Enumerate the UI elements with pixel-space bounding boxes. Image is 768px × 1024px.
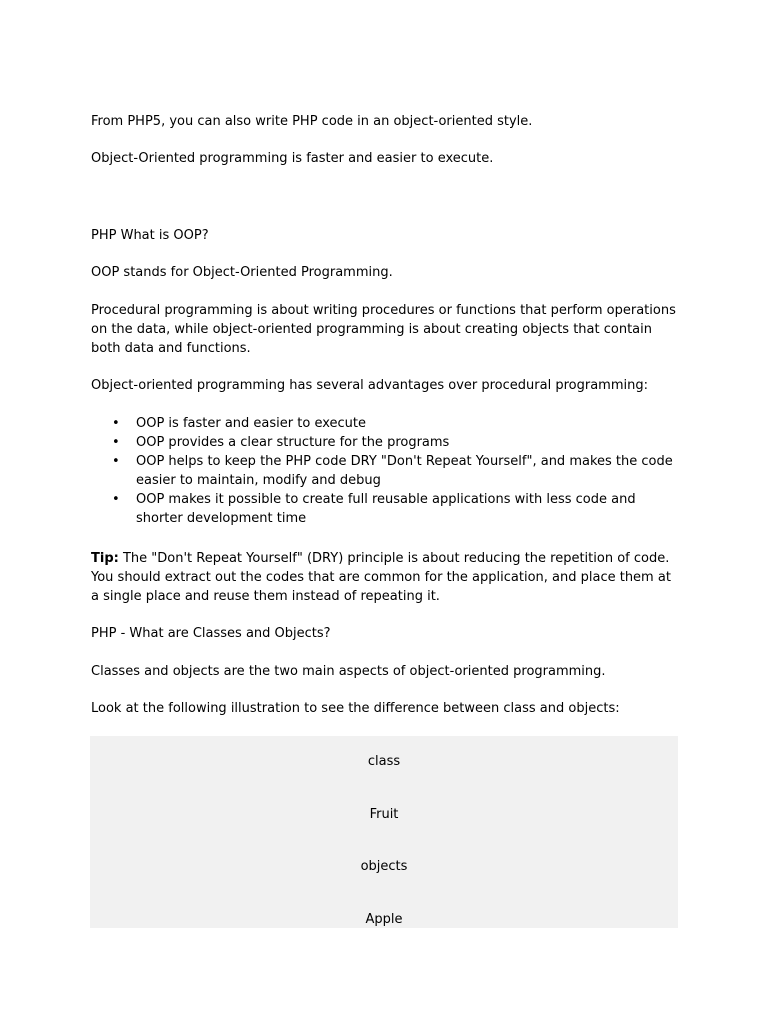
illustration-label-apple: Apple [365, 912, 403, 927]
illustration-label-objects: objects [360, 859, 408, 874]
list-item-text: OOP is faster and easier to execute [136, 416, 366, 431]
illustration-label-class: class [367, 754, 401, 769]
tip-paragraph [91, 549, 676, 606]
procedural-paragraph: Procedural programming is about writing procedures or functions that perform operations on the data, while object-oriented programming is about creating objects that contain both data and functions. [91, 303, 676, 356]
list-item-text: OOP makes it possible to create full reusable applications with less code and shorter development time [136, 492, 636, 526]
classes-objects-intro: Classes and objects are the two main aspects of object-oriented programming. [91, 664, 606, 679]
list-item [91, 414, 681, 433]
illustration-intro: Look at the following illustration to see the difference between class and objects: [91, 701, 620, 716]
intro-line-2: Object-Oriented programming is faster and easier to execute. [91, 151, 494, 166]
tip-label: Tip: [91, 551, 119, 566]
list-item [91, 452, 681, 490]
list-item-text: OOP provides a clear structure for the programs [136, 435, 450, 450]
section-heading-classes-objects: PHP - What are Classes and Objects? [91, 626, 331, 641]
advantages-list [91, 414, 681, 528]
class-objects-illustration [90, 736, 678, 928]
bullet-icon: • [112, 454, 120, 469]
list-item [91, 490, 681, 528]
list-item-text: OOP helps to keep the PHP code DRY "Don't Repeat Yourself", and makes the code easier to maintain, modify and debug [136, 454, 673, 488]
bullet-icon: • [112, 416, 120, 431]
advantages-intro: Object-oriented programming has several advantages over procedural programming: [91, 378, 648, 393]
illustration-label-fruit: Fruit [369, 807, 399, 822]
intro-line-1: From PHP5, you can also write PHP code in an object-oriented style. [91, 114, 533, 129]
section-heading-what-is-oop: PHP What is OOP? [91, 228, 209, 243]
bullet-icon: • [112, 435, 120, 450]
list-item [91, 433, 681, 452]
bullet-icon: • [112, 492, 120, 507]
tip-text: The "Don't Repeat Yourself" (DRY) principle is about reducing the repetition of code. You should extract out the codes that are common for the application, and place them at a single place and reuse them instead of repeating it. [91, 551, 671, 604]
oop-definition: OOP stands for Object-Oriented Programming. [91, 265, 393, 280]
